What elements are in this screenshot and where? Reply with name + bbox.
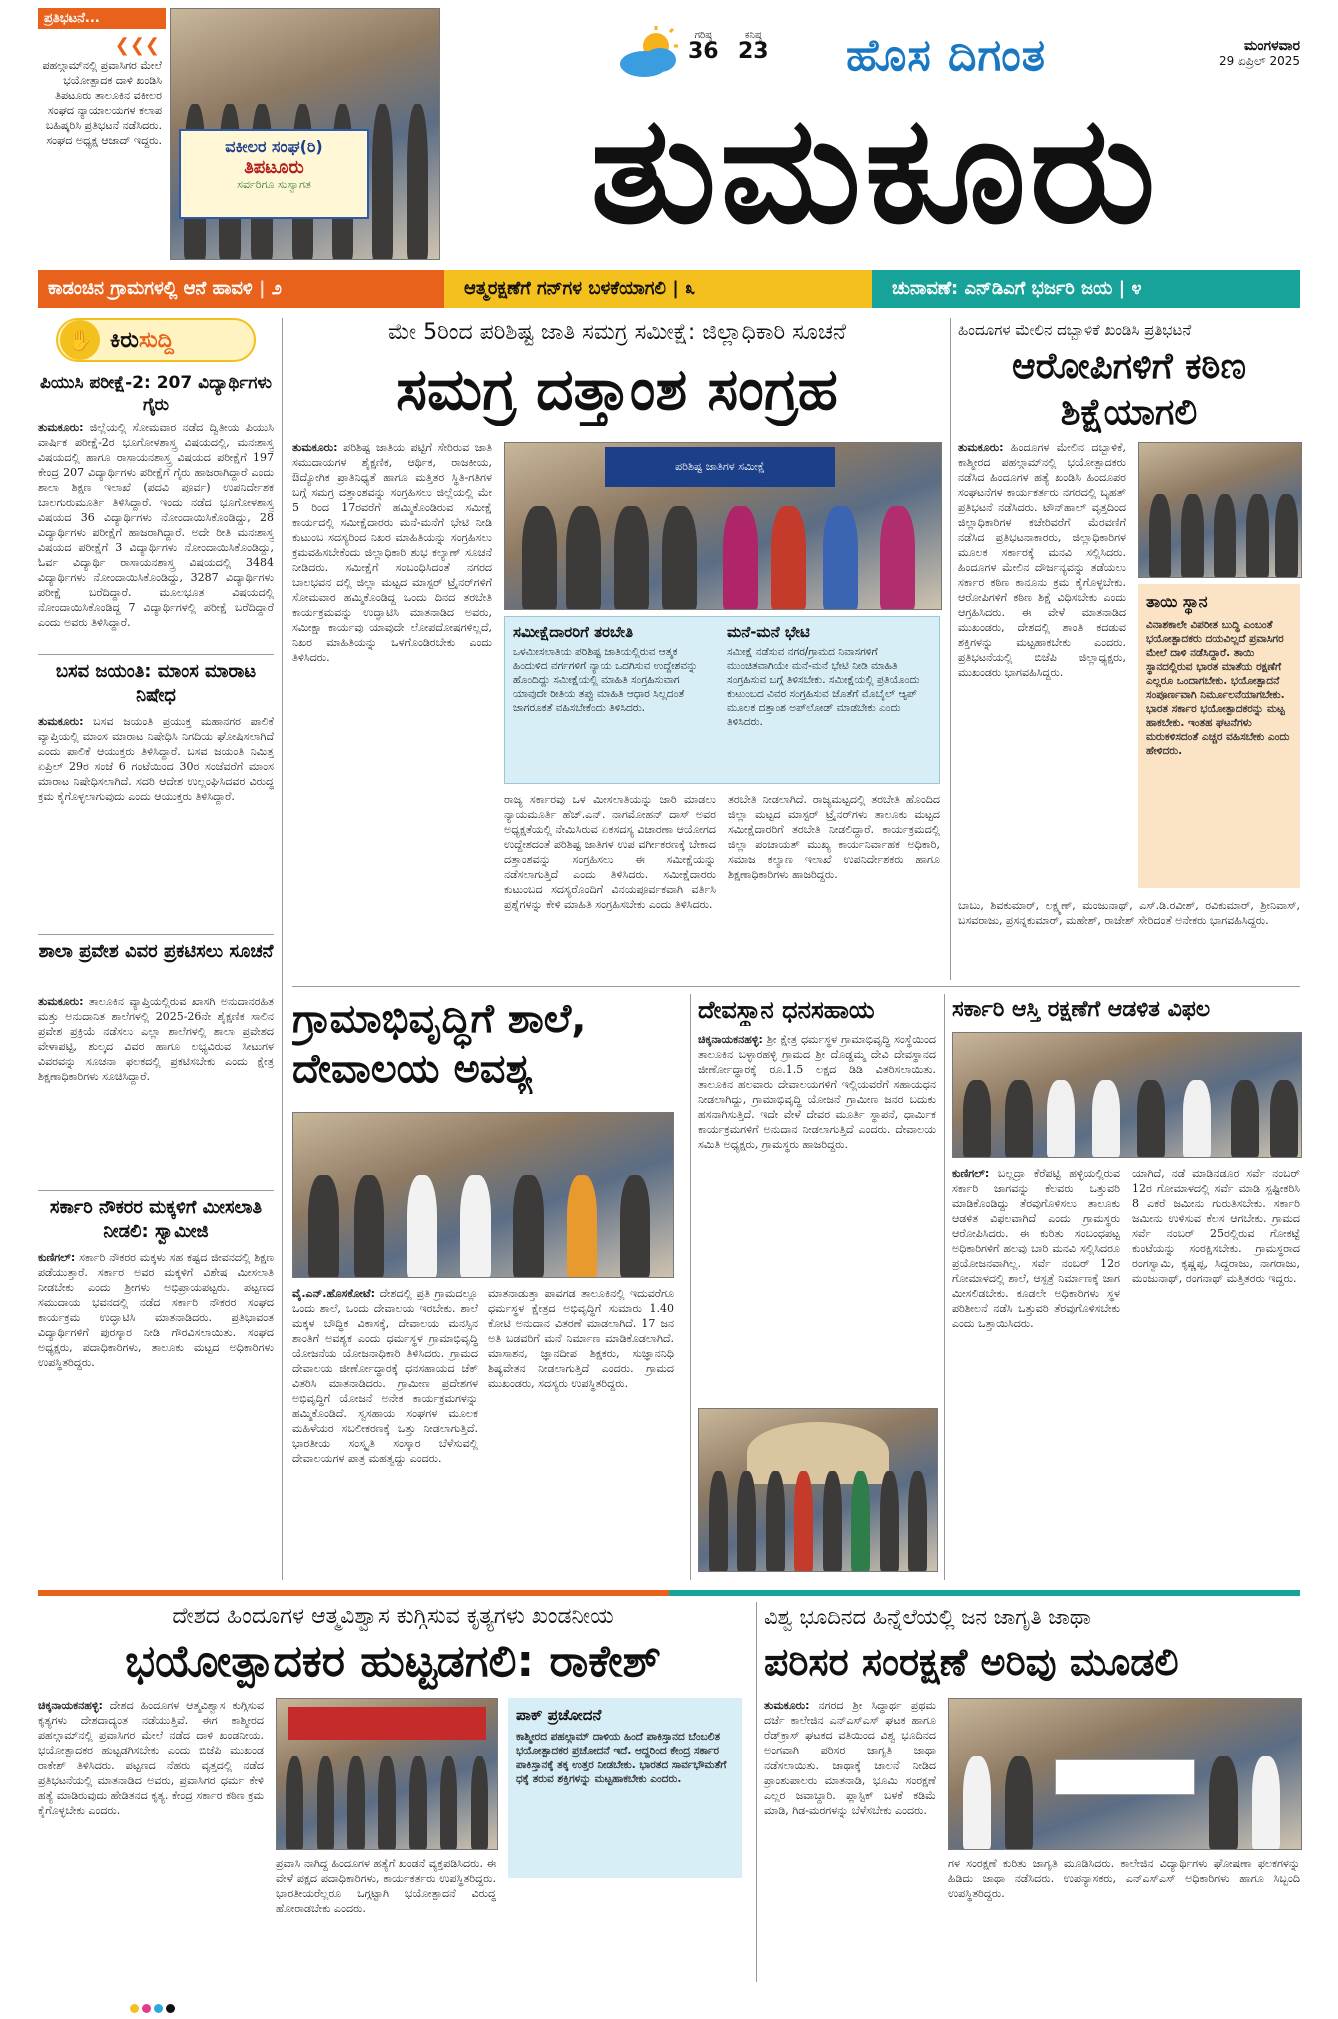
right-photo [1138, 442, 1302, 578]
mid-2-headline: ದೇವಸ್ಥಾನ ಧನಸಹಾಯ [698, 996, 875, 1024]
left-column [38, 318, 274, 1580]
mid-story-1 [292, 994, 682, 1580]
right-sidebar [1138, 584, 1300, 888]
day: ಮಂಗಳವಾರ [1243, 38, 1300, 54]
brief-4-title: ಸರ್ಕಾರಿ ನೌಕರರ ಮಕ್ಕಳಿಗೆ ಮೀಸಲಾತಿ ನೀಡಲಿ: ಸ್ವಾಮೀಜಿ [49, 1197, 263, 1242]
mid-2-photo [698, 1408, 938, 1572]
mid-3-body: ಕುಣಿಗಲ್: ಬಲ್ಲದ್ರಾ ಕೆರೆಪಟ್ಟಿ ಹಳ್ಳಿಯಲ್ಲಿರುವ ಸರ್ಕಾರಿ ಜಾಗವನ್ನು ಕೆಲವರು ಒತ್ತುವರಿ ಮಾಡಿಕೊಂಡಿದ್ದು ತೆರವುಗೊಳಿಸಲು ತಾಲೂಕು ಆಡಳಿತ ವಿಫಲವಾಗಿದೆ ಎಂದು ಗ್ರಾಮಸ್ಥರು ಆರೋಪಿಸಿದರು. ಈ ಕುರಿತು ಸಂಬಂಧಪಟ್ಟ ಅಧಿಕಾರಿಗಳಿಗೆ ಹಲವು ಬಾರಿ ಮನವಿ ಸಲ್ಲಿಸಿದರೂ ಪ್ರಯೋಜನವಾಗಿಲ್ಲ. ಸರ್ವೆ ನಂಬರ್ 12ರ ಗೋಮಾಳದಲ್ಲಿ ಶಾಲೆ, ಆಸ್ಪತ್ರೆ ನಿರ್ಮಾಣಕ್ಕೆ ಜಾಗ ಮೀಸಲಿಡಬೇಕು. ಕೂಡಲೇ ಅಧಿಕಾರಿಗಳು ಸ್ಥಳ ಪರಿಶೀಲನೆ ನಡೆಸಿ ಒತ್ತುವರಿ ತೆರವುಗೊಳಿಸಬೇಕು ಎಂದು ಒತ್ತಾಯಿಸಿದರು. [952, 1167, 1120, 1330]
box-2-text: ಸಮೀಕ್ಷೆ ನಡೆಸುವ ನಗರ/ಗ್ರಾಮದ ನಿವಾಸಗಳಿಗೆ ಮುಂಚಿತವಾಗಿಯೇ ಮನೆ-ಮನೆ ಭೇಟಿ ನೀಡಿ ಮಾಹಿತಿ ಸಂಗ್ರಹಿಸುವ ಬಗ್ಗೆ ತಿಳಿಸಬೇಕು. ಸಮೀಕ್ಷೆಯಲ್ಲಿ ಪ್ರತಿಯೊಂದು ಕುಟುಂಬದ ವಿವರ ಸಂಗ್ರಹಿಸುವ ಜೊತೆಗೆ ಮೊಬೈಲ್ ಆ್ಯಪ್ ಮೂಲಕ ದತ್ತಾಂಶ ಅಪ್‌ಲೋಡ್ ಮಾಡಬೇಕು ಎಂದು ತಿಳಿಸಿದರು. [727, 646, 920, 728]
bottom-1-photo [276, 1698, 498, 1850]
bottom-1-kicker: ದೇಶದ ಹಿಂದೂಗಳ ಆತ್ಮವಿಶ್ವಾಸ ಕುಗ್ಗಿಸುವ ಕೃತ್ಯಗಳು ಖಂಡನೀಯ [172, 1604, 614, 1629]
mid-story-3 [952, 994, 1300, 1580]
lead-info-box [504, 616, 940, 784]
bottom-2-photo [948, 1698, 1302, 1850]
box-2-title: ಮನೆ-ಮನೆ ಭೇಟಿ [727, 623, 810, 641]
masthead [38, 8, 1300, 270]
temp-max: 36 [688, 39, 719, 64]
bottom-1-body: ಚಿಕ್ಕನಾಯಕನಹಳ್ಳಿ: ದೇಶದ ಹಿಂದೂಗಳ ಆತ್ಮವಿಶ್ವಾಸ ಕುಗ್ಗಿಸುವ ಕೃತ್ಯಗಳು ದೇಶದಾದ್ಯಂತ ನಡೆಯುತ್ತಿವೆ. ಈಗ ಕಾಶ್ಮೀರದ ಪಹಲ್ಗಾಮ್‌ನಲ್ಲಿ ಪ್ರವಾಸಿಗರ ಮೇಲೆ ನಡೆದ ದಾಳಿ ಖಂಡನೀಯ. ಭಯೋತ್ಪಾದಕರ ಹುಟ್ಟಡಗಿಸಬೇಕು ಎಂದು ಬಿಜೆಪಿ ಮುಖಂಡ ರಾಕೇಶ್ ತಿಳಿಸಿದರು. ಪಟ್ಟಣದ ನೆಹರು ವೃತ್ತದಲ್ಲಿ ನಡೆದ ಪ್ರತಿಭಟನೆಯಲ್ಲಿ ಮಾತನಾಡಿದ ಅವರು, ಪ್ರವಾಸಿಗರ ಧರ್ಮ ಕೇಳಿ ಹತ್ಯೆ ಮಾಡಿರುವುದು ಹೇಡಿತನದ ಕೃತ್ಯ. ಕೇಂದ್ರ ಸರ್ಕಾರ ಕಠಿಣ ಕ್ರಮ ಕೈಗೊಳ್ಳಬೇಕು ಎಂದರು. [38, 1699, 264, 1817]
bottom-accent [38, 1590, 1300, 1596]
brief-4-body: ಕುಣಿಗಲ್: ಸರ್ಕಾರಿ ನೌಕರರ ಮಕ್ಕಳು ಸಹ ಕಷ್ಟದ ಜೀವನದಲ್ಲಿ ಶಿಕ್ಷಣ ಪಡೆಯುತ್ತಾರೆ. ಸರ್ಕಾರ ಅವರ ಮಕ್ಕಳಿಗೆ ವಿಶೇಷ ಮೀಸಲಾತಿ ನೀಡಬೇಕು ಎಂದು ಶ್ರೀಗಳು ಅಭಿಪ್ರಾಯಪಟ್ಟರು. ಪಟ್ಟಣದ ಸಮುದಾಯ ಭವನದಲ್ಲಿ ನಡೆದ ಸರ್ಕಾರಿ ನೌಕರರ ಸಂಘದ ಕಾರ್ಯಕ್ರಮ ಉದ್ಘಾಟಿಸಿ ಮಾತನಾಡಿದರು. ಪ್ರತಿಭಾವಂತ ವಿದ್ಯಾರ್ಥಿಗಳಿಗೆ ಪುರಸ್ಕಾರ ನೀಡಿ ಗೌರವಿಸಲಾಯಿತು. ಸಂಘದ ಅಧ್ಯಕ್ಷರು, ಪದಾಧಿಕಾರಿಗಳು, ತಾಲೂಕು ಮಟ್ಟದ ಅಧಿಕಾರಿಗಳು ಉಪಸ್ಥಿತರಿದ್ದರು. [38, 1251, 274, 1369]
bottom-story-2 [764, 1602, 1300, 1982]
brief-3-body: ತುಮಕೂರು: ತಾಲೂಕಿನ ವ್ಯಾಪ್ತಿಯಲ್ಲಿರುವ ಖಾಸಗಿ ಅನುದಾನರಹಿತ ಮತ್ತು ಅನುದಾನಿತ ಶಾಲೆಗಳಲ್ಲಿ 2025-26ನೇ ಶೈಕ್ಷಣಿಕ ಸಾಲಿನ ಪ್ರವೇಶ ಪ್ರಕ್ರಿಯೆ ನಡೆಸಲು ಎಲ್ಲಾ ಶಾಲೆಗಳಲ್ಲಿ ಶಾಲಾ ಪ್ರವೇಶದ ವೇಳಾಪಟ್ಟಿ, ಶುಲ್ಕದ ವಿವರ ಹಾಗೂ ಲಭ್ಯವಿರುವ ಸೀಟುಗಳ ವಿವರವನ್ನು ಸೂಚನಾ ಫಲಕದಲ್ಲಿ ಪ್ರಕಟಿಸಬೇಕು ಎಂದು ಕ್ಷೇತ್ರ ಶಿಕ್ಷಣಾಧಿಕಾರಿಗಳು ಸೂಚಿಸಿದ್ದಾರೆ. [38, 995, 274, 1083]
sun-cloud-icon [616, 26, 686, 82]
lead-story [292, 318, 942, 980]
mid-3-headline: ಸರ್ಕಾರಿ ಆಸ್ತಿ ರಕ್ಷಣೆಗೆ ಆಡಳಿತ ವಿಫಲ [952, 997, 1211, 1022]
right-names: ಬಾಬು, ಶಿವಕುಮಾರ್, ಲಕ್ಷ್ಮಣ್, ಮಂಜುನಾಥ್, ಎಸ್.ಡಿ.ರವೀಶ್, ರವಿಕುಮಾರ್, ಶ್ರೀನಿವಾಸ್, ಬಸವರಾಜು, ಪ್ರಸನ್ನಕುಮಾರ್, ಮಹೇಶ್, ರಾಜೇಶ್ ಸೇರಿದಂತೆ ಅನೇಕರು ಭಾಗವಹಿಸಿದ್ದರು. [958, 899, 1300, 927]
hand-icon: ✋ [60, 320, 100, 360]
stage-banner: ಪರಿಶಿಷ್ಟ ಜಾತಿಗಳ ಸಮೀಕ್ಷೆ [605, 447, 835, 487]
brief-2-title: ಬಸವ ಜಯಂತಿ: ಮಾಂಸ ಮಾರಾಟ ನಿಷೇಧ [55, 661, 257, 706]
sidebar-title: ತಾಯಿ ಸ್ಥಾನ [1146, 592, 1208, 611]
protest-label: ಪ್ರತಿಭಟನೆ... [38, 8, 166, 29]
temp-min: 23 [738, 39, 769, 64]
index-item-1[interactable]: ಕಾಡಂಚಿನ ಗ್ರಾಮಗಳಲ್ಲಿ ಆನೆ ಹಾವಳಿ | ೨ [38, 270, 444, 308]
index-item-3[interactable]: ಚುನಾವಣೆ: ಎನ್‌ಡಿಎಗೆ ಭರ್ಜರಿ ಜಯ | ೪ [872, 270, 1300, 308]
banner: ವಕೀಲರ ಸಂಘ(ರಿ) ತಿಪಟೂರು ಸರ್ವರಿಗೂ ಸುಸ್ವಾಗತ [179, 129, 369, 219]
bottom-2-kicker: ವಿಶ್ವ ಭೂದಿನದ ಹಿನ್ನೆಲೆಯಲ್ಲಿ ಜನ ಜಾಗೃತಿ ಜಾಥಾ [764, 1605, 1091, 1629]
box-1-text: ಒಳಮೀಸಲಾತಿಯ ಪರಿಶಿಷ್ಟ ಜಾತಿಯಲ್ಲಿರುವ ಆತ್ಮಕ ಹಿಂದುಳಿದ ವರ್ಗಗಳಿಗೆ ನ್ಯಾಯ ಒದಗಿಸುವ ಉದ್ದೇಶವನ್ನು ಹೊಂದಿದ್ದು ಸಮೀಕ್ಷೆಯಲ್ಲಿ ಮಾಹಿತಿ ಸಂಗ್ರಹಿಸುವಾಗ ಯಾವುದೇ ರೀತಿಯ ತಪ್ಪು ಮಾಹಿತಿ ಆಧಾರ ಸಿಲ್ಲದಂತೆ ಜಾಗರೂಕತೆ ವಹಿಸಬೇಕೆಂದು ತಿಳಿಸಿದರು. [513, 646, 698, 714]
protest-teaser [38, 8, 166, 266]
mid-1-body-2: ಮಾತನಾಡುತ್ತಾ ಪಾವಗಡ ತಾಲೂಕಿನಲ್ಲಿ ಇದುವರೆಗೂ ಧರ್ಮಸ್ಥಳ ಕ್ಷೇತ್ರದ ಅಭಿವೃದ್ಧಿಗೆ ಸುಮಾರು 1.40 ಕೋಟಿ ಅನುದಾನ ವಿತರಣೆ ಮಾಡಲಾಗಿದೆ. 17 ಜನ ಅತಿ ಬಡವರಿಗೆ ಮನೆ ನಿರ್ಮಾಣ ಮಾಡಿಕೊಡಲಾಗಿದೆ. ಮಾಸಾಶನ, ಜ್ಞಾನದೀಪ ಶಿಕ್ಷಕರು, ಸುಜ್ಞಾನನಿಧಿ ಶಿಷ್ಯವೇತನ ನೀಡಲಾಗುತ್ತಿದೆ ಎಂದರು. ಗ್ರಾಮದ ಮುಖಂಡರು, ಸದಸ್ಯರು ಉಪಸ್ಥಿತರಿದ್ದರು. [488, 1287, 674, 1390]
brief-1-title: ಪಿಯುಸಿ ಪರೀಕ್ಷೆ-2: 207 ವಿದ್ಯಾರ್ಥಿಗಳು ಗೈರು [39, 373, 273, 415]
brand-logo: ಹೊಸ ದಿಗಂತ [846, 30, 1047, 81]
chevrons-icon: ❮❮❮ [114, 35, 160, 56]
mid-1-body: ವೈ.ಎನ್.ಹೊಸಕೋಟೆ: ದೇಶದಲ್ಲಿ ಪ್ರತಿ ಗ್ರಾಮದಲ್ಲೂ ಒಂದು ಶಾಲೆ, ಒಂದು ದೇವಾಲಯ ಇರಬೇಕು. ಶಾಲೆ ಮಕ್ಕಳ ಬೌದ್ಧಿಕ ವಿಕಾಸಕ್ಕೆ, ದೇವಾಲಯ ಮನಸ್ಸಿನ ಶಾಂತಿಗೆ ಅವಶ್ಯಕ ಎಂದು ಧರ್ಮಸ್ಥಳ ಗ್ರಾಮಾಭಿವೃದ್ಧಿ ಯೋಜನೆಯ ಯೋಜನಾಧಿಕಾರಿ ತಿಳಿಸಿದರು. ಗ್ರಾಮದ ದೇವಾಲಯ ಜೀರ್ಣೋದ್ಧಾರಕ್ಕೆ ಧನಸಹಾಯದ ಚೆಕ್ ವಿತರಿಸಿ ಮಾತನಾಡಿದರು. ಗ್ರಾಮೀಣ ಪ್ರದೇಶಗಳ ಅಭಿವೃದ್ಧಿಗೆ ಯೋಜನೆ ಅನೇಕ ಕಾರ್ಯಕ್ರಮಗಳನ್ನು ಹಮ್ಮಿಕೊಂಡಿದೆ. ಸ್ವಸಹಾಯ ಸಂಘಗಳ ಮೂಲಕ ಮಹಿಳೆಯರ ಸಬಲೀಕರಣಕ್ಕೆ ಒತ್ತು ನೀಡಲಾಗುತ್ತಿದೆ. ಭಾರತೀಯ ಸಂಸ್ಕೃತಿ ಸಂಸ್ಕಾರ ಬೆಳೆಸುವಲ್ಲಿ ದೇವಾಲಯಗಳ ಪಾತ್ರ ಮಹತ್ವದ್ದು ಎಂದರು. [292, 1287, 478, 1465]
mid-2-body: ಚಿಕ್ಕನಾಯಕನಹಳ್ಳಿ: ಶ್ರೀ ಕ್ಷೇತ್ರ ಧರ್ಮಸ್ಥಳ ಗ್ರಾಮಾಭಿವೃದ್ಧಿ ಸಂಸ್ಥೆಯಿಂದ ತಾಲೂಕಿನ ಬಳ್ಳಾರಹಳ್ಳಿ ಗ್ರಾಮದ ಶ್ರೀ ದೊಡ್ಡಮ್ಮ ದೇವಿ ದೇವಸ್ಥಾನದ ಜೀರ್ಣೋದ್ಧಾರಕ್ಕೆ ರೂ.1.5 ಲಕ್ಷದ ಡಿಡಿ ವಿತರಿಸಲಾಯಿತು. ತಾಲೂಕಿನ ಹಲವಾರು ದೇವಾಲಯಗಳಿಗೆ ಇಲ್ಲಿಯವರೆಗೆ ಸಹಾಯಧನ ನೀಡಲಾಗಿದ್ದು, ಗ್ರಾಮಾಭಿವೃದ್ಧಿ ಯೋಜನೆ ಗ್ರಾಮೀಣ ಜನರ ಬದುಕು ಹಸನಾಗಿಸುತ್ತಿದೆ. ಇದೇ ವೇಳೆ ದೇವರ ಮೂರ್ತಿ ಸ್ಥಾಪನೆ, ಧಾರ್ಮಿಕ ಕಾರ್ಯಕ್ರಮಗಳಿಗೆ ಅನುದಾನ ನೀಡಲಾಗುತ್ತಿದೆ ಎಂದರು. ದೇವಾಲಯ ಸಮಿತಿ ಅಧ್ಯಕ್ಷರು, ಗ್ರಾಮಸ್ಥರು ಹಾಜರಿದ್ದರು. [698, 1033, 936, 1151]
brief-3-title: ಶಾಲಾ ಪ್ರವೇಶ ವಿವರ ಪ್ರಕಟಿಸಲು ಸೂಚನೆ [38, 941, 274, 962]
bottom-1-box [508, 1698, 742, 1878]
brief-1-body: ತುಮಕೂರು: ಜಿಲ್ಲೆಯಲ್ಲಿ ಸೋಮವಾರ ನಡೆದ ದ್ವಿತೀಯ ಪಿಯುಸಿ ವಾರ್ಷಿಕ ಪರೀಕ್ಷೆ-2ರ ಭೂಗೋಳಶಾಸ್ತ್ರ ವಿಷಯದಲ್ಲಿ, ಮನಃಶಾಸ್ತ್ರ ವಿಷಯದಲ್ಲಿ ಹಾಗೂ ರಾಸಾಯನಶಾಸ್ತ್ರ ವಿಷಯದ ಪರೀಕ್ಷೆಗೆ 197 ಕೇಂದ್ರ 207 ವಿದ್ಯಾರ್ಥಿಗಳು ಪರೀಕ್ಷೆಗೆ ಗೈರು ಹಾಜರಾಗಿದ್ದಾರೆ ಎಂದು ಶಾಲಾ ಶಿಕ್ಷಣ ಇಲಾಖೆ (ಪದವಿ ಪೂರ್ವ) ಉಪನಿರ್ದೇಶಕ ಬಾಲಗುರುಮೂರ್ತಿ ತಿಳಿಸಿದ್ದಾರೆ. ಇಂದು ನಡೆದ ಭೂಗೋಳಶಾಸ್ತ್ರ ವಿಷಯದ 36 ವಿದ್ಯಾರ್ಥಿಗಳು ನೋಂದಾಯಿಸಿಕೊಂಡಿದ್ದು, 28 ವಿದ್ಯಾರ್ಥಿಗಳು ಪರೀಕ್ಷೆಗೆ ಹಾಜರಾಗಿದ್ದಾರೆ. ಅದೇ ರೀತಿ ಮನಃಶಾಸ್ತ್ರ ವಿಷಯದ ಪರೀಕ್ಷೆಗೆ 3 ವಿದ್ಯಾರ್ಥಿಗಳು ನೋಂದಾಯಿಸಿಕೊಂಡಿದ್ದು, ಓರ್ವ ವಿದ್ಯಾರ್ಥಿ ರಾಸಾಯನಶಾಸ್ತ್ರ ವಿಷಯದಲ್ಲಿ 3484 ವಿದ್ಯಾರ್ಥಿಗಳು ನೋಂದಾಯಿಸಿಕೊಂಡಿದ್ದು, 3287 ವಿದ್ಯಾರ್ಥಿಗಳು ಪರೀಕ್ಷೆ ಬರೆದಿದ್ದಾರೆ. ಮೂಲಭೂತ ವಿಷಯದಲ್ಲಿ ನೋಂದಾಯಿಸಿಕೊಂಡಿದ್ದ 7 ವಿದ್ಯಾರ್ಥಿಗಳಲ್ಲಿ ಪರೀಕ್ಷೆ ಬರೆದಿದ್ದಾರೆ ಎಂದು ಅವರು ತಿಳಿಸಿದ್ದಾರೆ. [38, 421, 274, 629]
lead-headline: ಸಮಗ್ರ ದತ್ತಾಂಶ ಸಂಗ್ರಹ [396, 355, 838, 423]
index-item-2[interactable]: ಆತ್ಮರಕ್ಷಣೆಗೆ ಗನ್‌ಗಳ ಬಳಕೆಯಾಗಲಿ | ೩ [444, 270, 872, 308]
lead-photo [504, 442, 942, 610]
mid-1-headline: ಗ್ರಾಮಾಭಿವೃದ್ಧಿಗೆ ಶಾಲೆ, ದೇವಾಲಯ ಅವಶ್ಯ [292, 996, 587, 1092]
right-lead-story [958, 318, 1300, 980]
lead-col-1: ತುಮಕೂರು: ಪರಿಶಿಷ್ಟ ಜಾತಿಯ ಪಟ್ಟಿಗೆ ಸೇರಿರುವ ಜಾತಿ ಸಮುದಾಯಗಳ ಶೈಕ್ಷಣಿಕ, ಆರ್ಥಿಕ, ರಾಜಕೀಯ, ಔದ್ಯೋಗಿಕ ಪ್ರಾತಿನಿಧ್ಯತೆ ಹಾಗೂ ಮತ್ತಿತರ ಸ್ಥಿತಿ-ಗತಿಗಳ ಬಗ್ಗೆ ಸಮಗ್ರ ದತ್ತಾಂಶವನ್ನು ಸಂಗ್ರಹಿಸಲು ಜಿಲ್ಲೆಯಲ್ಲಿ ಮೇ 5 ರಿಂದ 17ರವರೆಗೆ ಹಮ್ಮಿಕೊಂಡಿರುವ ಸಮೀಕ್ಷೆ ಕಾರ್ಯದಲ್ಲಿ ಸಮೀಕ್ಷೆದಾರರು ಮನೆ-ಮನೆಗೆ ಭೇಟಿ ನೀಡಿ ಕುಟುಂಬ ಸದಸ್ಯರಿಂದ ನಿಖರ ಮಾಹಿತಿಯನ್ನು ಸಂಗ್ರಹಿಸಲು ಕ್ರಮವಹಿಸಬೇಕೆಂದು ಜಿಲ್ಲಾಧಿಕಾರಿ ಶುಭ ಕಲ್ಯಾಣ್ ಸೂಚನೆ ನೀಡಿದರು. ಸಮೀಕ್ಷೆಗೆ ಸಂಬಂಧಿಸಿದಂತೆ ನಗರದ ಬಾಲಭವನ ದಲ್ಲಿ ಜಿಲ್ಲಾ ಮಟ್ಟದ ಮಾಸ್ಟರ್ ಟ್ರೈನರ್‌ಗಳಿಗೆ ಸೋಮವಾರ ಹಮ್ಮಿಕೊಂಡಿದ್ದ ಒಂದು ದಿನದ ತರಬೇತಿ ಕಾರ್ಯಕ್ರಮವನ್ನು ಉದ್ಘಾಟಿಸಿ ಮಾತನಾಡಿದ ಅವರು, ಸಮೀಕ್ಷಾ ಕಾರ್ಯವು ಯಾವುದೇ ಲೋಪದೋಷಗಳಿಲ್ಲದೆ, ನಿಖರ ಮಾಹಿತಿಯನ್ನು ಒಳಗೊಂಡಿರಬೇಕು ಎಂದು ತಿಳಿಸಿದರು. [292, 441, 492, 664]
lead-col-2: ರಾಜ್ಯ ಸರ್ಕಾರವು ಒಳ ಮೀಸಲಾತಿಯನ್ನು ಜಾರಿ ಮಾಡಲು ನ್ಯಾಯಮೂರ್ತಿ ಹೆಚ್.ಎನ್. ನಾಗಮೋಹನ್ ದಾಸ್ ಅವರ ಅಧ್ಯಕ್ಷತೆಯಲ್ಲಿ ನೇಮಿಸಿರುವ ಏಕಸದಸ್ಯ ವಿಚಾರಣಾ ಆಯೋಗದ ಉದ್ದೇಶದಂತೆ ಪರಿಶಿಷ್ಟ ಜಾತಿಗಳ ಉಪ ವರ್ಗೀಕರಣಕ್ಕೆ ಬೇಕಾದ ದತ್ತಾಂಶವನ್ನು ಸಂಗ್ರಹಿಸಲು ಈ ಸಮೀಕ್ಷೆಯನ್ನು ನಡೆಸಲಾಗುತ್ತಿದೆ ಎಂದು ತಿಳಿಸಿದರು. ಸಮೀಕ್ಷೆದಾರರು ಕುಟುಂಬದ ಸದಸ್ಯರೊಂದಿಗೆ ವಿನಯಪೂರ್ವಕವಾಗಿ ವರ್ತಿಸಿ ಪ್ರಶ್ನೆಗಳನ್ನು ಕೇಳಿ ಮಾಹಿತಿ ಸಂಗ್ರಹಿಸಬೇಕು ಎಂದು ತಿಳಿಸಿದರು. [504, 793, 716, 911]
brief-2-body: ತುಮಕೂರು: ಬಸವ ಜಯಂತಿ ಪ್ರಯುಕ್ತ ಮಹಾನಗರ ಪಾಲಿಕೆ ವ್ಯಾಪ್ತಿಯಲ್ಲಿ ಮಾಂಸ ಮಾರಾಟ ನಿಷೇಧಿಸಿ ನಿಗದಿಯ ಘೋಷಿಸಲಾಗಿದೆ ಎಂದು ಪಾಲಿಕೆ ಆಯುಕ್ತರು ತಿಳಿಸಿದ್ದಾರೆ. ಬಸವ ಜಯಂತಿ ನಿಮಿತ್ತ ಏಪ್ರಿಲ್ 29ರ ಸಂಜೆ 6 ಗಂಟೆಯಿಂದ 30ರ ಸಂಜೆವರೆಗೆ ಮಾಂಸ ಮಾರಾಟ ನಿಷೇಧಿಸಲಾಗಿದೆ. ಸದರಿ ಆದೇಶ ಉಲ್ಲಂಘಿಸಿದವರ ವಿರುದ್ಧ ಕ್ರಮ ಕೈಗೊಳ್ಳಲಾಗುವುದು ಎಂದು ಆಯುಕ್ತರು ತಿಳಿಸಿದ್ದಾರೆ. [38, 715, 274, 803]
protest-photo [170, 8, 440, 260]
bottom-box-text: ಕಾಶ್ಮೀರದ ಪಹಲ್ಗಾಮ್ ದಾಳಿಯ ಹಿಂದೆ ಪಾಕಿಸ್ತಾನದ ಬೆಂಬಲಿತ ಭಯೋತ್ಪಾದಕರ ಪ್ರಚೋದನೆ ಇದೆ. ಆದ್ದರಿಂದ ಕೇಂದ್ರ ಸರ್ಕಾರ ಪಾಕಿಸ್ತಾನಕ್ಕೆ ತಕ್ಕ ಉತ್ತರ ನೀಡಬೇಕು. ಭಾರತದ ಸಾರ್ವಭೌಮತೆಗೆ ಧಕ್ಕೆ ತರುವ ಶಕ್ತಿಗಳನ್ನು ಮಟ್ಟಹಾಕಬೇಕು ಎಂದರು. [516, 1731, 727, 1785]
lead-col-4: ತರಬೇತಿ ನೀಡಲಾಗಿದೆ. ರಾಜ್ಯಮಟ್ಟದಲ್ಲಿ ತರಬೇತಿ ಹೊಂದಿದ ಜಿಲ್ಲಾ ಮಟ್ಟದ ಮಾಸ್ಟರ್ ಟ್ರೈನರ್‌ಗಳು ತಾಲೂಕು ಮಟ್ಟದ ಸಮೀಕ್ಷೆದಾರರಿಗೆ ತರಬೇತಿ ನೀಡಲಿದ್ದಾರೆ. ಕಾರ್ಯಕ್ರಮದಲ್ಲಿ ಜಿಲ್ಲಾ ಪಂಚಾಯತ್ ಮುಖ್ಯ ಕಾರ್ಯನಿರ್ವಾಹಕ ಅಧಿಕಾರಿ, ಸಮಾಜ ಕಲ್ಯಾಣ ಇಲಾಖೆ ಉಪನಿರ್ದೇಶಕರು ಹಾಗೂ ಶಿಕ್ಷಣಾಧಿಕಾರಿಗಳು ಹಾಜರಿದ್ದರು. [728, 793, 940, 881]
lead-kicker: ಮೇ 5ರಿಂದ ಪರಿಶಿಷ್ಟ ಜಾತಿ ಸಮಗ್ರ ಸಮೀಕ್ಷೆ: ಜಿಲ್ಲಾಧಿಕಾರಿ ಸೂಚನೆ [387, 320, 847, 345]
date: 29 ಏಪ್ರಿಲ್ 2025 [1218, 54, 1300, 68]
sidebar-text: ವಿನಾಶಕಾಲೇ ವಿಪರೀತ ಬುದ್ಧಿ ಎಂಬಂತೆ ಭಯೋತ್ಪಾದಕರು ದಯವಿಲ್ಲದೆ ಪ್ರವಾಸಿಗರ ಮೇಲೆ ದಾಳಿ ನಡೆಸಿದ್ದಾರೆ. ತಾಯಿ ಸ್ಥಾನದಲ್ಲಿರುವ ಭಾರತ ಮಾತೆಯ ರಕ್ಷಣೆಗೆ ಎಲ್ಲರೂ ಒಂದಾಗಬೇಕು. ಭಯೋತ್ಪಾದನೆ ಸಂಪೂರ್ಣವಾಗಿ ನಿರ್ಮೂಲನೆಯಾಗಬೇಕು. ಭಾರತ ಸರ್ಕಾರ ಭಯೋತ್ಪಾದಕರನ್ನು ಮಟ್ಟ ಹಾಕಬೇಕು. ಇಂತಹ ಘಟನೆಗಳು ಮರುಕಳಿಸದಂತೆ ಎಚ್ಚರ ವಹಿಸಬೇಕು ಎಂದು ಹೇಳಿದರು. [1146, 619, 1290, 757]
protest-text: ಪಹಲ್ಗಾಮ್‌ನಲ್ಲಿ ಪ್ರವಾಸಿಗರ ಮೇಲೆ ಭಯೋತ್ಪಾದಕ ದಾಳಿ ಖಂಡಿಸಿ ತಿಪಟೂರು ತಾಲೂಕಿನ ವಕೀಲರ ಸಂಘದ ನ್ಯಾಯಾಲಯಗಳ ಕಲಾಪ ಬಹಿಷ್ಕರಿಸಿ ಪ್ರತಿಭಟನೆ ನಡೆಸಿದರು. ಸಂಘದ ಅಧ್ಯಕ್ಷ ಆಜಾದ್ ಇದ್ದರು. [42, 59, 162, 147]
mid-3-photo [952, 1032, 1302, 1158]
bottom-1-body-2: ಪ್ರವಾಸಿ ನಾಗಿದ್ದ ಹಿಂದೂಗಳ ಹತ್ಯೆಗೆ ಖಂಡನೆ ವ್ಯಕ್ತಪಡಿಸಿದರು. ಈ ವೇಳೆ ಪಕ್ಷದ ಪದಾಧಿಕಾರಿಗಳು, ಕಾರ್ಯಕರ್ತರು ಉಪಸ್ಥಿತರಿದ್ದರು. ಭಾರತೀಯರೆಲ್ಲರೂ ಒಗ್ಗಟ್ಟಾಗಿ ಭಯೋತ್ಪಾದನೆ ವಿರುದ್ಧ ಹೋರಾಡಬೇಕು ಎಂದರು. [276, 1857, 496, 1915]
bottom-2-body: ತುಮಕೂರು: ನಗರದ ಶ್ರೀ ಸಿದ್ಧಾರ್ಥ ಪ್ರಥಮ ದರ್ಜೆ ಕಾಲೇಜಿನ ಎನ್‌ಎಸ್‌ಎಸ್ ಘಟಕ ಹಾಗೂ ರೆಡ್‌ಕ್ರಾಸ್ ಘಟಕದ ವತಿಯಿಂದ ವಿಶ್ವ ಭೂದಿನದ ಅಂಗವಾಗಿ ಪರಿಸರ ಜಾಗೃತಿ ಜಾಥಾ ನಡೆಸಲಾಯಿತು. ಜಾಥಾಕ್ಕೆ ಚಾಲನೆ ನೀಡಿದ ಪ್ರಾಂಶುಪಾಲರು ಮಾತನಾಡಿ, ಭೂಮಿ ಸಂರಕ್ಷಣೆ ಎಲ್ಲರ ಜವಾಬ್ದಾರಿ. ಪ್ಲಾಸ್ಟಿಕ್ ಬಳಕೆ ಕಡಿಮೆ ಮಾಡಿ, ಗಿಡ-ಮರಗಳನ್ನು ಬೆಳೆಸಬೇಕು ಎಂದರು. [764, 1699, 936, 1817]
bottom-2-headline: ಪರಿಸರ ಸಂರಕ್ಷಣೆ ಅರಿವು ಮೂಡಲಿ [764, 1640, 1179, 1684]
dateline-box [1168, 38, 1300, 69]
mid-3-body-2: ಯಾಗಿದೆ, ನಡೆ ಮಾಡಿನಡೂರ ಸರ್ವೆ ನಂಬರ್ 12ರ ಗೋಮಾಳದಲ್ಲಿ ಸರ್ವೆ ಮಾಡಿ ಸ್ಪಷ್ಟೀಕರಿಸಿ 8 ಎಕರೆ ಜಮೀನು ಗುರುತಿಸಬೇಕು. ಸರ್ಕಾರಿ ಜಮೀನು ಉಳಿಸುವ ಕೆಲಸ ಆಗಬೇಕು. ಗ್ರಾಮದ ಸರ್ವೆ ನಂಬರ್ 25ರಲ್ಲಿರುವ ಗೋಕಟ್ಟೆ ಕುಂಟೆಯನ್ನು ಸಂರಕ್ಷಿಸಬೇಕು. ಗ್ರಾಮಸ್ಥರಾದ ರಂಗಸ್ವಾಮಿ, ಕೃಷ್ಣಪ್ಪ, ಸಿದ್ದರಾಜು, ನಾಗರಾಜು, ಮಂಜುನಾಥ್, ರಂಗನಾಥ್ ಮತ್ತಿತರರು ಇದ್ದರು. [1132, 1167, 1300, 1285]
edition-title: ತುಮಕೂರು [590, 84, 1160, 256]
box-1-title: ಸಮೀಕ್ಷೆದಾರರಿಗೆ ತರಬೇತಿ [513, 623, 634, 641]
bottom-box-title: ಪಾಕ್ ಪ್ರಚೋದನೆ [516, 1706, 602, 1724]
right-kicker: ಹಿಂದೂಗಳ ಮೇಲಿನ ದಬ್ಬಾಳಿಕೆ ಖಂಡಿಸಿ ಪ್ರತಿಭಟನೆ [958, 321, 1192, 339]
right-headline: ಆರೋಪಿಗಳಿಗೆ ಕಠಿಣ ಶಿಕ್ಷೆಯಾಗಲಿ [1012, 346, 1246, 433]
registration-marks [130, 1998, 1230, 2010]
index-bar [38, 270, 1300, 308]
right-body: ತುಮಕೂರು: ಹಿಂದೂಗಳ ಮೇಲಿನ ದಬ್ಬಾಳಿಕೆ, ಕಾಶ್ಮೀರದ ಪಹಲ್ಗಾಮ್‌ನಲ್ಲಿ ಭಯೋತ್ಪಾದಕರು ನಡೆಸಿದ ಹಿಂದೂಗಳ ಹತ್ಯೆ ಖಂಡಿಸಿ ಹಿಂದೂಪರ ಸಂಘಟನೆಗಳ ಕಾರ್ಯಕರ್ತರು ನಗರದಲ್ಲಿ ಬೃಹತ್ ಪ್ರತಿಭಟನೆ ನಡೆಸಿದರು. ಟೌನ್‌ಹಾಲ್ ವೃತ್ತದಿಂದ ಜಿಲ್ಲಾಧಿಕಾರಿಗಳ ಕಚೇರಿವರೆಗೆ ಮೆರವಣಿಗೆ ನಡೆಸಿದ ಪ್ರತಿಭಟನಾಕಾರರು, ಜಿಲ್ಲಾಧಿಕಾರಿಗಳ ಮೂಲಕ ಸರ್ಕಾರಕ್ಕೆ ಮನವಿ ಸಲ್ಲಿಸಿದರು. ಹಿಂದೂಗಳ ಮೇಲಿನ ದೌರ್ಜನ್ಯವನ್ನು ತಡೆಯಲು ಸರ್ಕಾರ ಕಠಿಣ ಕಾನೂನು ಕ್ರಮ ಕೈಗೊಳ್ಳಬೇಕು. ಆರೋಪಿಗಳಿಗೆ ಕಠಿಣ ಶಿಕ್ಷೆ ವಿಧಿಸಬೇಕು ಎಂದು ಆಗ್ರಹಿಸಿದರು. ಈ ವೇಳೆ ಮಾತನಾಡಿದ ಮುಖಂಡರು, ದೇಶದಲ್ಲಿ ಶಾಂತಿ ಕದಡುವ ಶಕ್ತಿಗಳನ್ನು ಮಟ್ಟಹಾಕಬೇಕು ಎಂದರು. ಪ್ರತಿಭಟನೆಯಲ್ಲಿ ಬಿಜೆಪಿ ಜಿಲ್ಲಾಧ್ಯಕ್ಷರು, ಮುಖಂಡರು ಭಾಗವಹಿಸಿದ್ದರು. [958, 441, 1126, 679]
weather: ಗರಿಷ್ಠ 36 ಕನಿಷ್ಠ 23 [616, 26, 806, 86]
bottom-story-1 [38, 1602, 748, 1982]
bottom-2-body-2: ಗಳ ಸಂರಕ್ಷಣೆ ಕುರಿತು ಜಾಗೃತಿ ಮೂಡಿಸಿದರು. ಕಾಲೇಜಿನ ವಿದ್ಯಾರ್ಥಿಗಳು ಘೋಷಣಾ ಫಲಕಗಳನ್ನು ಹಿಡಿದು ಜಾಥಾ ನಡೆಸಿದರು. ಉಪನ್ಯಾಸಕರು, ಎನ್‌ಎಸ್‌ಎಸ್ ಅಧಿಕಾರಿಗಳು ಹಾಗೂ ಸಿಬ್ಬಂದಿ ಉಪಸ್ಥಿತರಿದ್ದರು. [948, 1857, 1300, 1900]
mid-story-2 [698, 994, 936, 1580]
briefs-logo: ✋ ಕಿರು ಸುದ್ದಿ [56, 318, 256, 362]
mid-1-photo [292, 1112, 674, 1278]
bottom-1-headline: ಭಯೋತ್ಪಾದಕರ ಹುಟ್ಟಡಗಲಿ: ರಾಕೇಶ್ [125, 1636, 661, 1687]
